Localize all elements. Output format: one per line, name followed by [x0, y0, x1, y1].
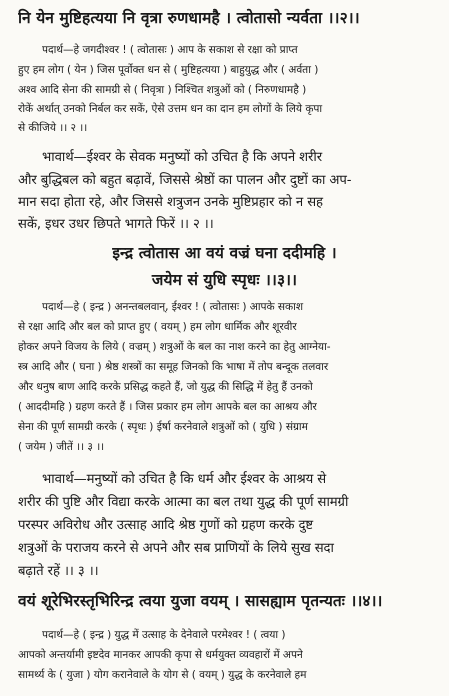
verse-3-bhavartha-line: भावार्थ—मनुष्यों को उचित है कि धर्म और ईश्वर के आश्रय से — [42, 472, 327, 487]
verse-3-padartha-line: होकर अपने विजय के लिये ( वज्रम् ) शत्रुओं के बल का नाश करने का हेतु आग्नेया- — [18, 341, 331, 353]
verse-2-bhavartha-line: मान सदा होता रहे, और जिससे शत्रुजन उनके मुष्टिप्रहार को न सह — [18, 195, 323, 210]
verse-2-padartha-line: हुए हम लोग ( येन ) जिस पूर्वोक्त धन से ( मुष्टिहत्यया ) बाहुयुद्ध और ( अर्वता ) — [18, 64, 319, 76]
verse-4-padartha-line: पदार्थ—हे ( इन्द्र ) युद्ध में उत्साह के देनेवाले परमेश्वर ! ( त्वया ) — [42, 629, 286, 641]
verse-3-padartha-line: स्त्र आदि और ( घना ) श्रेष्ठ शस्त्रों का समूह जिनको कि भाषा में तोप बन्दूक तलवार — [18, 361, 329, 373]
verse-2-padartha-line: से कीजिये ।। २ ।। — [18, 122, 88, 134]
verse-2-padartha-line: अश्व आदि सेना की सामग्री से ( निवृत्रा ) निश्चित शत्रुओं को ( निरुणधामहै ) — [18, 84, 307, 96]
verse-3-padartha-line: सेना की पूर्ण सामग्री करके ( स्पृधः ) ईर्षा करनेवाले शत्रुओं को ( युधि ) संग्राम — [18, 421, 308, 433]
verse-3-bhavartha-line: शत्रुओं के पराजय करने से अपने और सब प्राणियों के लिये सुख सदा — [18, 541, 334, 556]
verse-4-padartha-line: आपको अन्तर्यामी इष्टदेव मानकर आपकी कृपा से धर्मयुक्त व्यवहारों में अपने — [18, 649, 303, 661]
verse-2-bhavartha-line: भावार्थ—ईश्वर के सेवक मनुष्यों को उचित है कि अपने शरीर — [42, 150, 323, 165]
verse-3-mantra-line: जयेम सं युधि स्पृधः ।।३।। — [151, 271, 298, 289]
verse-3-padartha-line: से रक्षा आदि और बल को प्राप्त हुए ( वयम् ) हम लोग धार्मिक और शूरवीर — [18, 321, 297, 333]
verse-4-padartha-line: सामर्थ्य के ( युजा ) योग करानेवाले के योग से ( वयम् ) युद्ध के करनेवाले हम — [18, 669, 307, 681]
verse-3-bhavartha-line: परस्पर अविरोध और उत्साह आदि श्रेष्ठ गुणों को ग्रहण करके दुष्ट — [18, 518, 314, 533]
verse-2-bhavartha-line: और बुद्धिबल को बहुत बढ़ावें, जिससे श्रेष्ठों का पालन और दुष्टों का अप- — [18, 173, 352, 188]
verse-3-padartha-line: ( आददीमहि ) ग्रहण करते हैं । जिस प्रकार हम लोग आपके बल का आश्रय और — [18, 401, 317, 413]
verse-3-bhavartha-line: बढ़ाते रहें ।। ३ ।। — [18, 564, 99, 579]
verse-2-mantra: नि येन मुष्टिहत्यया नि वृत्रा रुणधामहै । त्वोतासो न्यर्वता ।।२।। — [18, 9, 360, 27]
verse-3-padartha-line: पदार्थ—हे ( इन्द्र ) अनन्तबलवान्, ईश्वर ! ( त्वोतासः ) आपके सकाश — [42, 301, 304, 313]
verse-3-padartha-line: ( जयेम ) जीतें ।। ३ ।। — [18, 441, 105, 453]
verse-3-padartha-line: और धनुष बाण आदि करके प्रसिद्ध कहते हैं, जो युद्ध की सिद्धि में हेतु हैं उनको — [18, 381, 313, 393]
verse-2-padartha-line: पदार्थ—हे जगदीश्वर ! ( त्वोतासः ) आप के सकाश से रक्षा को प्राप्त — [42, 44, 298, 56]
verse-4-mantra: वयं शूरेभिरस्तृभिरिन्द्र त्वया युजा वयम् । सासह्याम पृतन्यतः ।।४।। — [18, 592, 383, 610]
verse-3-bhavartha-line: शरीर की पुष्टि और विद्या करके आत्मा का बल तथा युद्ध की पूर्ण सामग्री — [18, 495, 349, 510]
verse-2-bhavartha-line: सकें, इधर उधर छिपते भागते फिरें ।। २ ।। — [18, 217, 214, 232]
verse-2-padartha-line: रोकें अर्थात् उनको निर्बल कर सकें, ऐसे उत्तम धन का दान हम लोगों के लिये कृपा — [18, 103, 323, 115]
verse-3-mantra-line: इन्द्र त्वोतास आ वयं वज्रं घना ददीमहि । — [112, 244, 337, 262]
